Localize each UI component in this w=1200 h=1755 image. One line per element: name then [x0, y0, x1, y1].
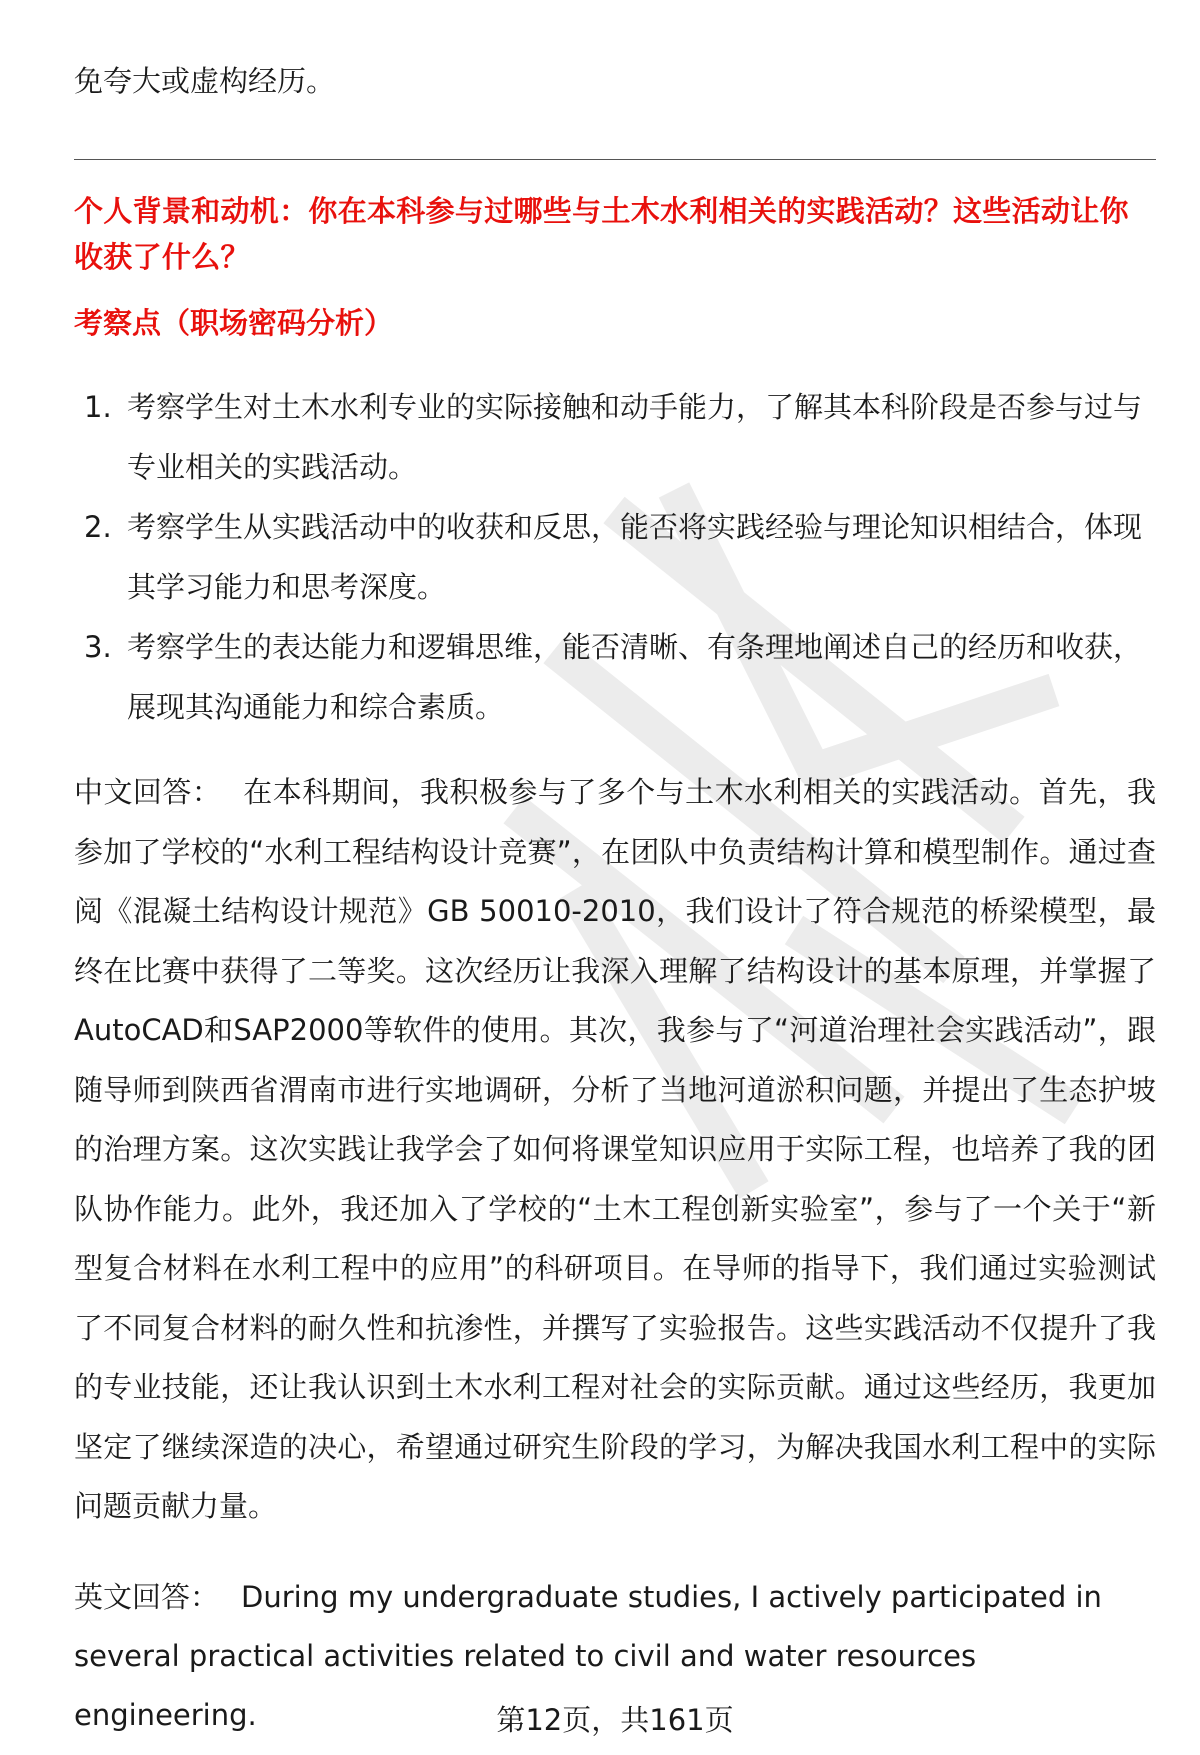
chinese-answer-label: 中文回答：	[74, 775, 222, 809]
chinese-answer-paragraph	[74, 763, 1156, 1537]
list-item	[74, 497, 1156, 617]
assessment-subheading: 考察点（职场密码分析）	[74, 306, 394, 340]
list-item	[74, 377, 1156, 497]
page-number-footer: 第12页，共161页	[496, 1703, 734, 1737]
list-item-number: 2.	[84, 510, 112, 544]
continued-text: 免夸大或虚构经历。	[74, 64, 336, 98]
english-answer-text: During my undergraduate studies, I actively participated in several practical activities related to civil and water resources engineering.	[74, 1580, 1102, 1732]
list-item-text: 考察学生从实践活动中的收获和反思，能否将实践经验与理论知识相结合，体现其学习能力和思考深度。	[127, 510, 1143, 604]
list-item-number: 1.	[84, 390, 112, 424]
list-item-number: 3.	[84, 630, 112, 664]
chinese-answer-text: 在本科期间，我积极参与了多个与土木水利相关的实践活动。首先，我参加了学校的“水利工程结构设计竞赛”，在团队中负责结构计算和模型制作。通过查阅《混凝土结构设计规范》GB 50010-2010，我们设计了符合规范的桥梁模型，最终在比赛中获得了二等奖。这次经历让我深入理解了结构设计的基本原理，并掌握了AutoCAD和SAP2000等软件的使用。其次，我参与了“河道治理社会实践活动”，跟随导师到陕西省渭南市进行实地调研，分析了当地河道淤积问题，并提出了生态护坡的治理方案。这次实践让我学会了如何将课堂知识应用于实际工程，也培养了我的团队协作能力。此外，我还加入了学校的“土木工程创新实验室”，参与了一个关于“新型复合材料在水利工程中的应用”的科研项目。在导师的指导下，我们通过实验测试了不同复合材料的耐久性和抗渗性，并撰写了实验报告。这些实践活动不仅提升了我的专业技能，还让我认识到土木水利工程对社会的实际贡献。通过这些经历，我更加坚定了继续深造的决心，希望通过研究生阶段的学习，为解决我国水利工程中的实际问题贡献力量。	[74, 775, 1156, 1523]
document-page	[74, 0, 1156, 1755]
section-divider	[74, 159, 1156, 160]
english-answer-label: 英文回答：	[74, 1580, 220, 1614]
list-item-text: 考察学生的表达能力和逻辑思维，能否清晰、有条理地阐述自己的经历和收获，展现其沟通能力和综合素质。	[127, 630, 1143, 724]
list-item-text: 考察学生对土木水利专业的实际接触和动手能力，了解其本科阶段是否参与过与专业相关的实践活动。	[127, 390, 1143, 484]
question-heading: 个人背景和动机：你在本科参与过哪些与土木水利相关的实践活动？这些活动让你收获了什么？	[74, 194, 1129, 274]
list-item	[74, 617, 1156, 737]
assessment-points-list	[74, 377, 1156, 737]
